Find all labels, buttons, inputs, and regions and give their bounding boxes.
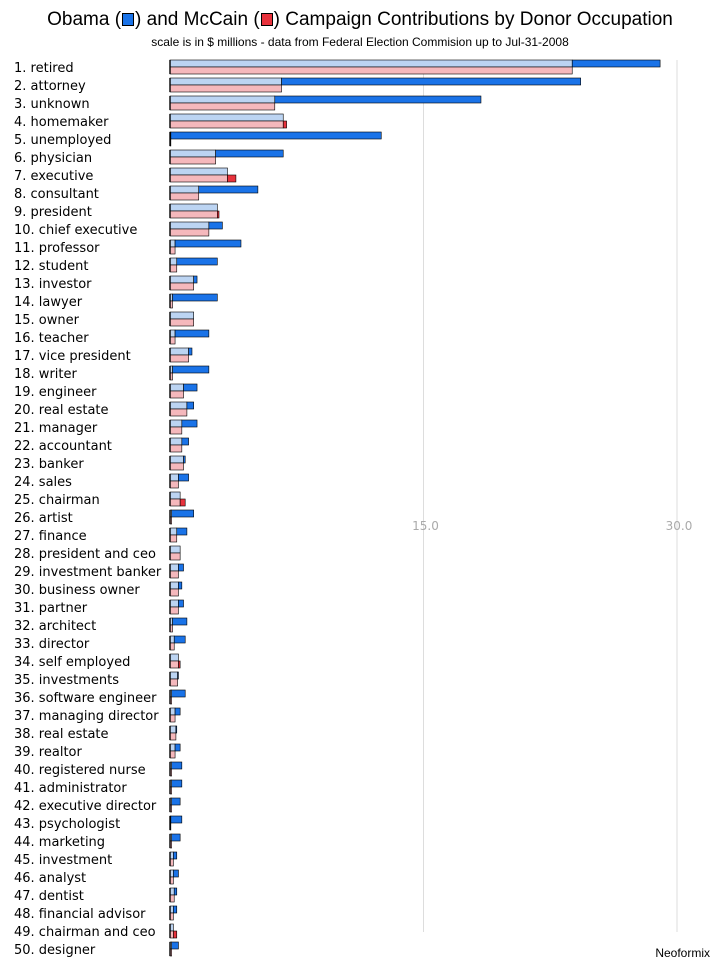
x-tick-label: 15.0: [412, 519, 439, 533]
mccain-bar: [180, 499, 185, 506]
obama-bar-overlap: [170, 708, 175, 715]
mccain-bar: [178, 661, 180, 668]
obama-bar: [178, 672, 179, 679]
category-label: 13. investor: [14, 277, 92, 292]
mccain-bar-overlap: [170, 571, 178, 578]
obama-bar: [182, 420, 197, 427]
category-label: 26. artist: [14, 511, 73, 526]
obama-bar-overlap: [170, 546, 180, 553]
mccain-bar-overlap: [170, 85, 282, 92]
obama-bar: [172, 834, 180, 841]
category-label: 40. registered nurse: [14, 763, 146, 778]
mccain-bar-overlap: [170, 553, 180, 560]
category-label: 49. chairman and ceo: [14, 925, 156, 940]
mccain-bar-overlap: [170, 175, 227, 182]
obama-bar-overlap: [170, 420, 182, 427]
mccain-bar-overlap: [170, 283, 194, 290]
category-label: 39. realtor: [14, 745, 82, 760]
category-label: 14. lawyer: [14, 295, 83, 310]
mccain-bar-overlap: [170, 193, 199, 200]
mccain-bar-overlap: [170, 67, 572, 74]
category-label: 42. executive director: [14, 799, 157, 814]
category-label: 46. analyst: [14, 871, 87, 886]
category-label: 44. marketing: [14, 835, 106, 850]
mccain-bar-overlap: [170, 661, 178, 668]
category-label: 28. president and ceo: [14, 547, 156, 562]
obama-bar-overlap: [170, 492, 180, 499]
mccain-bar-overlap: [170, 733, 176, 740]
obama-bar: [282, 78, 581, 85]
mccain-bar: [227, 175, 235, 182]
mccain-bar-overlap: [170, 265, 177, 272]
mccain-bar-overlap: [170, 103, 275, 110]
mccain-bar-overlap: [170, 751, 175, 758]
mccain-bar-overlap: [170, 679, 178, 686]
obama-bar-overlap: [170, 474, 178, 481]
category-label: 30. business owner: [14, 583, 140, 598]
category-label: 27. finance: [14, 529, 87, 544]
obama-bar: [173, 906, 176, 913]
obama-bar-overlap: [170, 186, 199, 193]
mccain-bar-overlap: [170, 445, 182, 452]
obama-bar: [177, 258, 218, 265]
mccain-bar-overlap: [170, 409, 187, 416]
mccain-bar-overlap: [170, 607, 178, 614]
category-label: 19. engineer: [14, 385, 97, 400]
category-label: 15. owner: [14, 313, 79, 328]
obama-bar-overlap: [170, 402, 187, 409]
obama-bar-overlap: [170, 330, 175, 337]
obama-bar: [174, 636, 185, 643]
category-label: 2. attorney: [14, 79, 86, 94]
obama-bar-overlap: [170, 78, 282, 85]
obama-bar-overlap: [170, 168, 227, 175]
obama-bar: [175, 744, 180, 751]
obama-bar-overlap: [170, 384, 184, 391]
obama-bar-overlap: [170, 312, 194, 319]
mccain-bar-overlap: [170, 121, 283, 128]
obama-bar-overlap: [170, 114, 283, 121]
obama-bar-overlap: [170, 258, 177, 265]
mccain-bar: [173, 931, 176, 938]
category-label: 43. psychologist: [14, 817, 121, 832]
obama-bar-overlap: [170, 726, 176, 733]
obama-bar: [199, 186, 258, 193]
category-label: 3. unknown: [14, 97, 90, 112]
obama-bar: [174, 888, 177, 895]
category-label: 16. teacher: [14, 331, 89, 346]
category-label: 50. designer: [14, 943, 96, 958]
obama-bar-overlap: [170, 456, 184, 463]
obama-bar-overlap: [170, 528, 177, 535]
title-part-mccain: ) and McCain (: [135, 9, 260, 30]
obama-bar-overlap: [170, 582, 178, 589]
obama-bar-overlap: [170, 276, 194, 283]
category-label: 47. dentist: [14, 889, 84, 904]
category-label: 4. homemaker: [14, 115, 109, 130]
obama-bar: [173, 618, 187, 625]
obama-bar-overlap: [170, 348, 189, 355]
obama-bar: [172, 510, 194, 517]
obama-bar: [178, 474, 188, 481]
mccain-bar-overlap: [170, 499, 180, 506]
credit-label: Neoformix: [655, 946, 710, 960]
category-label: 1. retired: [14, 61, 74, 76]
mccain-bar-overlap: [170, 427, 182, 434]
category-label: 8. consultant: [14, 187, 99, 202]
category-label: 35. investments: [14, 673, 119, 688]
obama-bar: [187, 402, 194, 409]
obama-bar: [172, 798, 180, 805]
obama-bar: [175, 240, 241, 247]
obama-bar: [178, 600, 183, 607]
obama-bar-overlap: [170, 564, 178, 571]
category-label: 11. professor: [14, 241, 100, 256]
obama-bar: [172, 780, 182, 787]
category-label: 18. writer: [14, 367, 77, 382]
obama-bar: [178, 564, 183, 571]
category-label: 31. partner: [14, 601, 88, 616]
obama-bar: [216, 150, 284, 157]
obama-bar-overlap: [170, 600, 178, 607]
obama-bar: [173, 852, 176, 859]
obama-bar: [209, 222, 223, 229]
category-label: 24. sales: [14, 475, 72, 490]
category-label: 45. investment: [14, 853, 113, 868]
category-label: 25. chairman: [14, 493, 100, 508]
mccain-bar-overlap: [170, 463, 184, 470]
category-label: 37. managing director: [14, 709, 159, 724]
obama-bar: [182, 438, 189, 445]
obama-bar: [275, 96, 481, 103]
obama-bar: [194, 276, 197, 283]
obama-bar-overlap: [170, 654, 178, 661]
obama-bar-overlap: [170, 438, 182, 445]
obama-bar-overlap: [170, 60, 572, 67]
mccain-bar-overlap: [170, 337, 175, 344]
obama-bar: [176, 726, 177, 733]
obama-bar: [171, 132, 381, 139]
category-label: 23. banker: [14, 457, 84, 472]
obama-bar: [189, 348, 192, 355]
obama-bar-overlap: [170, 204, 217, 211]
category-label: 21. manager: [14, 421, 98, 436]
mccain-bar-overlap: [170, 157, 216, 164]
mccain-bar: [217, 211, 219, 218]
obama-bar: [172, 690, 186, 697]
chart-subtitle: scale is in $ millions - data from Federal Election Commision up to Jul-31-2008: [151, 35, 569, 49]
mccain-bar: [283, 121, 286, 128]
obama-bar: [173, 366, 209, 373]
obama-bar: [184, 384, 198, 391]
obama-bar-overlap: [170, 96, 275, 103]
mccain-bar-overlap: [170, 319, 194, 326]
title-part-obama: Obama (: [47, 9, 122, 30]
obama-bar-overlap: [170, 744, 175, 751]
category-label: 6. physician: [14, 151, 93, 166]
category-label: 20. real estate: [14, 403, 109, 418]
mccain-bar-overlap: [170, 715, 175, 722]
category-label: 36. software engineer: [14, 691, 157, 706]
category-label: 17. vice president: [14, 349, 131, 364]
obama-bar-overlap: [170, 672, 178, 679]
mccain-bar-overlap: [170, 481, 178, 488]
category-label: 33. director: [14, 637, 90, 652]
obama-bar-overlap: [170, 222, 209, 229]
obama-bar: [184, 456, 186, 463]
category-label: 38. real estate: [14, 727, 109, 742]
category-label: 22. accountant: [14, 439, 112, 454]
obama-bar: [172, 942, 179, 949]
mccain-bar-overlap: [170, 589, 178, 596]
obama-bar: [171, 816, 182, 823]
category-label: 32. architect: [14, 619, 97, 634]
obama-bar: [175, 708, 180, 715]
obama-bar: [178, 582, 181, 589]
mccain-bar-overlap: [170, 355, 189, 362]
obama-bar: [173, 870, 178, 877]
category-label: 9. president: [14, 205, 92, 220]
obama-bar: [175, 330, 209, 337]
category-label: 41. administrator: [14, 781, 127, 796]
category-label: 10. chief executive: [14, 223, 138, 238]
mccain-bar-overlap: [170, 391, 184, 398]
mccain-bar-overlap: [170, 211, 217, 218]
category-label: 7. executive: [14, 169, 94, 184]
obama-bar: [173, 294, 218, 301]
mccain-bar-overlap: [170, 247, 175, 254]
obama-bar-overlap: [170, 150, 216, 157]
mccain-bar-overlap: [170, 535, 177, 542]
obama-bar-overlap: [170, 240, 175, 247]
title-part-rest: ) Campaign Contributions by Donor Occupation: [273, 9, 673, 30]
x-tick-label: 30.0: [665, 519, 693, 533]
category-label: 29. investment banker: [14, 565, 162, 580]
obama-bar: [177, 528, 187, 535]
obama-bar: [572, 60, 660, 67]
obama-bar: [172, 762, 182, 769]
category-label: 12. student: [14, 259, 89, 274]
category-label: 34. self employed: [14, 655, 131, 670]
category-label: 48. financial advisor: [14, 907, 146, 922]
category-label: 5. unemployed: [14, 133, 112, 148]
mccain-bar-overlap: [170, 229, 209, 236]
